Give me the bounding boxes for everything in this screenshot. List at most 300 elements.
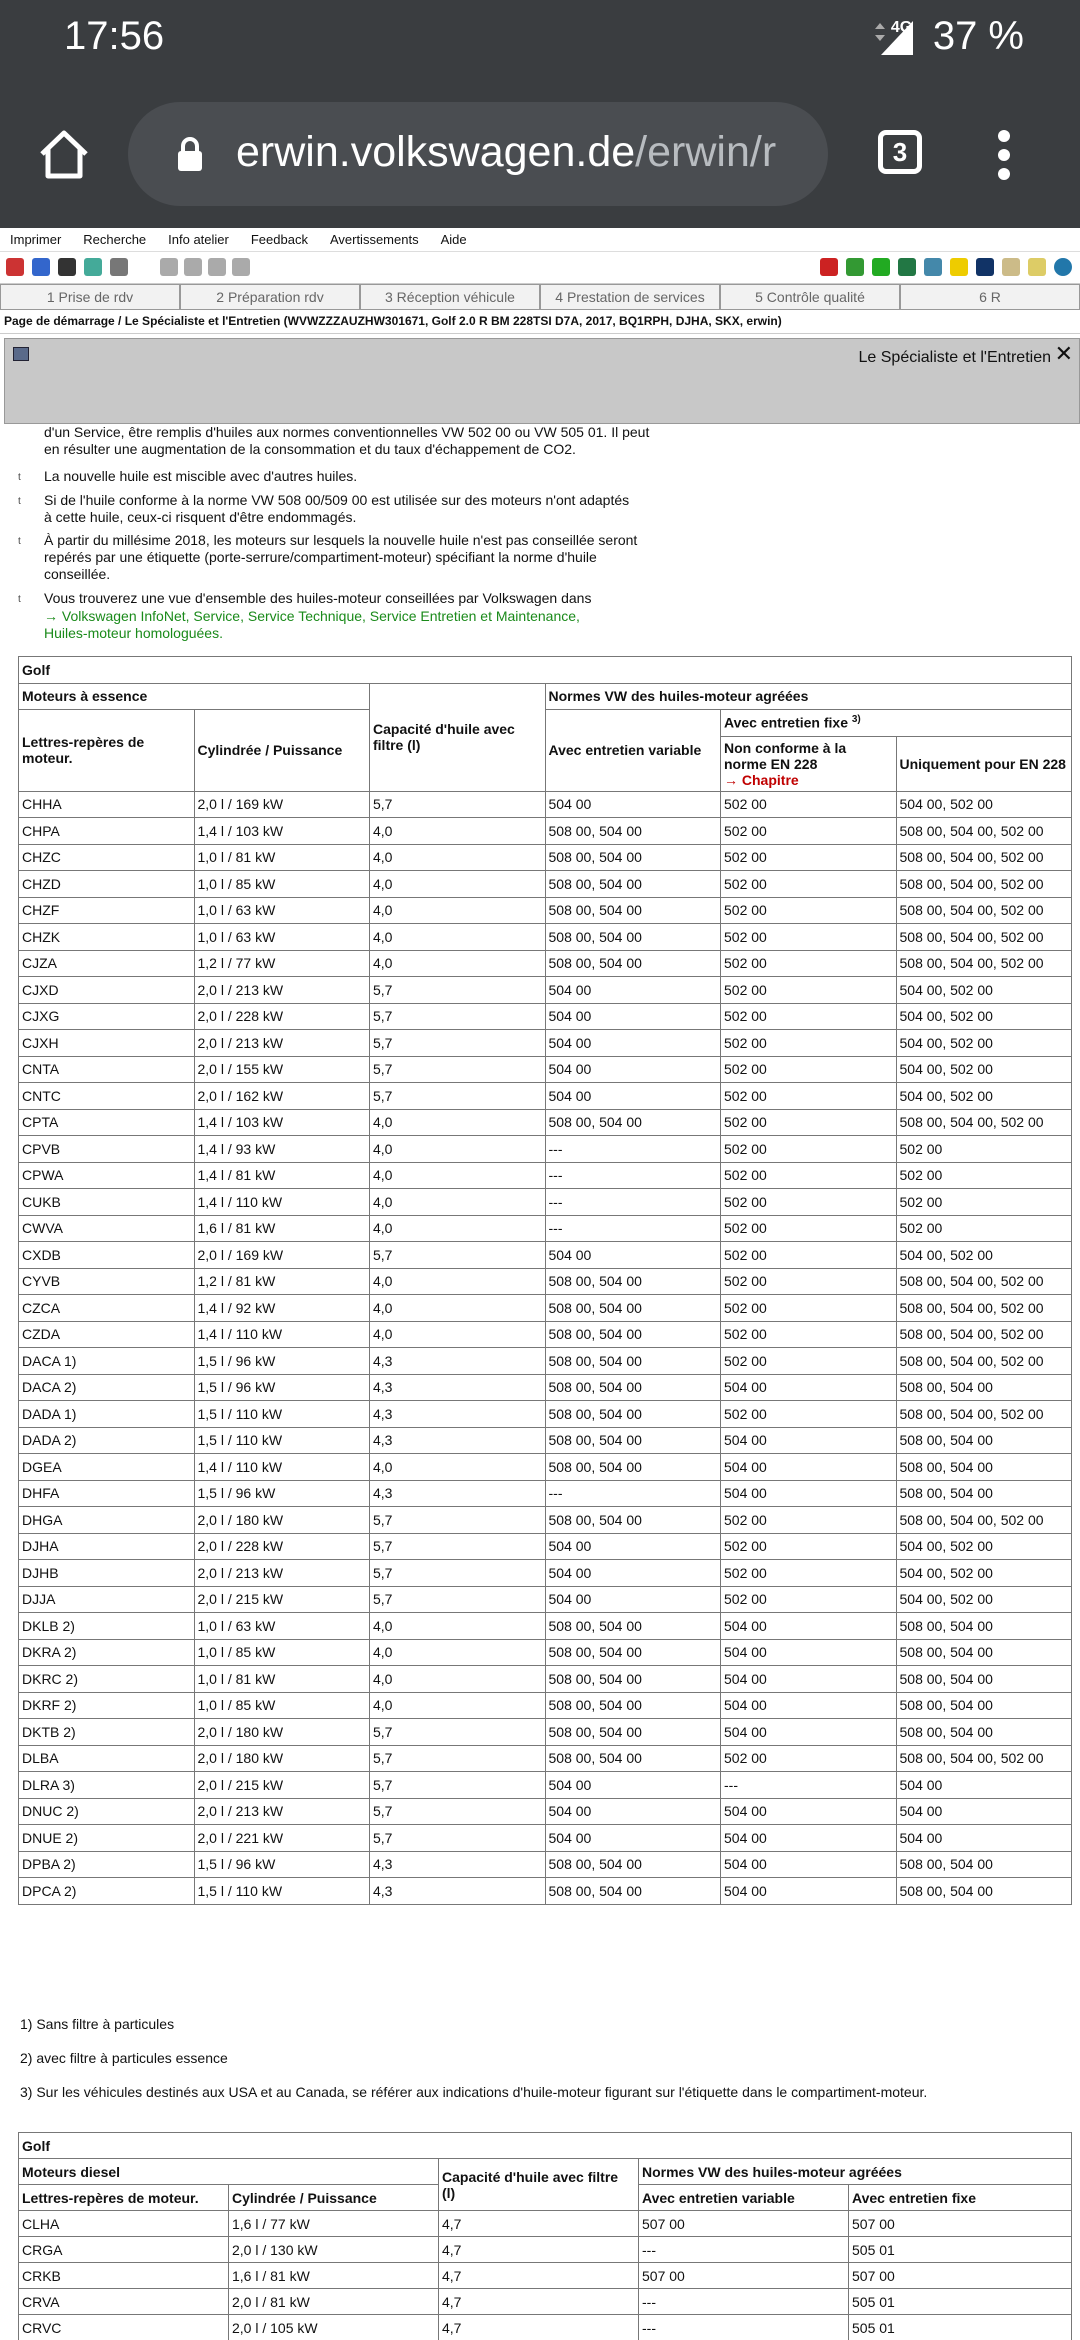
- table-cell: 1,6 l / 77 kW: [229, 2211, 439, 2237]
- table-cell: DJHA: [19, 1533, 195, 1560]
- table-cell: CHZF: [19, 897, 195, 924]
- table-cell: 1,4 l / 110 kW: [194, 1454, 370, 1481]
- step-service[interactable]: 4 Prestation de services: [540, 284, 720, 310]
- table-cell: 504 00, 502 00: [896, 1030, 1072, 1057]
- table-cell: 504 00: [545, 1003, 721, 1030]
- table-cell: 502 00: [896, 1136, 1072, 1163]
- table-row: [19, 1772, 1072, 1799]
- table-row: [19, 1189, 1072, 1216]
- table-cell: 508 00, 504 00, 502 00: [896, 924, 1072, 951]
- table-cell: 507 00: [849, 2211, 1072, 2237]
- table-cell: 508 00, 504 00: [545, 1719, 721, 1746]
- step-quality-control[interactable]: 5 Contrôle qualité: [720, 284, 900, 310]
- table-cell: 504 00: [721, 1454, 897, 1481]
- table-cell: 502 00: [721, 1136, 897, 1163]
- table-cell: 508 00, 504 00: [896, 1480, 1072, 1507]
- first-page-icon[interactable]: [160, 258, 178, 276]
- table-cell: 504 00, 502 00: [896, 1560, 1072, 1587]
- diesel-oil-table: [18, 2132, 1072, 2340]
- table-cell: 502 00: [721, 818, 897, 845]
- table-row: [19, 2315, 1072, 2340]
- group-header: Moteurs à essence: [19, 683, 370, 710]
- intro-paragraph-4: Vous trouverez une vue d'ensemble des huiles-moteur conseillées par Volkswagen dans: [44, 590, 592, 606]
- table-cell: 502 00: [721, 1560, 897, 1587]
- table-cell: 504 00, 502 00: [896, 1083, 1072, 1110]
- table-cell: 1,5 l / 96 kW: [194, 1851, 370, 1878]
- table-row: [19, 1109, 1072, 1136]
- table-cell: CJXH: [19, 1030, 195, 1057]
- document-icon: [13, 347, 29, 361]
- table-cell: DNUC 2): [19, 1798, 195, 1825]
- notes-icon[interactable]: [1002, 258, 1020, 276]
- table-cell: 502 00: [896, 1215, 1072, 1242]
- table-row: [19, 1401, 1072, 1428]
- table-cell: DGEA: [19, 1454, 195, 1481]
- process-steps: [0, 284, 1080, 310]
- prev-page-icon[interactable]: [184, 258, 202, 276]
- table-row: [19, 791, 1072, 818]
- table-cell: CHPA: [19, 818, 195, 845]
- table-cell: DPBA 2): [19, 1851, 195, 1878]
- table-cell: 502 00: [721, 1533, 897, 1560]
- oil-link[interactable]: → Volkswagen InfoNet, Service, Service Technique, Service Entretien et Maintenance, Huiles-moteur homologuées.: [44, 608, 580, 641]
- close-session-icon[interactable]: [6, 258, 24, 276]
- table-cell: 2,0 l / 213 kW: [194, 1030, 370, 1057]
- intro-paragraph-2: Si de l'huile conforme à la norme VW 508 00/509 00 est utilisée sur des moteurs n'ont adaptés à cette huile, ceux-ci risquent d'être endommagés.: [44, 492, 630, 525]
- table-cell: 4,0: [370, 1268, 546, 1295]
- table-cell: 1,0 l / 85 kW: [194, 1692, 370, 1719]
- table-cell: 4,0: [370, 924, 546, 951]
- table-row: [19, 2237, 1072, 2263]
- table-cell: 502 00: [721, 1321, 897, 1348]
- table-cell: 1,4 l / 103 kW: [194, 818, 370, 845]
- toolbar: [0, 252, 1080, 284]
- table-cell: 4,7: [439, 2211, 639, 2237]
- table-cell: 2,0 l / 81 kW: [229, 2289, 439, 2315]
- table-cell: 508 00, 504 00, 502 00: [896, 897, 1072, 924]
- table-cell: 507 00: [639, 2263, 849, 2289]
- table-cell: CRVA: [19, 2289, 229, 2315]
- table-cell: 2,0 l / 169 kW: [194, 791, 370, 818]
- table-cell: 502 00: [721, 1507, 897, 1534]
- capacity-header: Capacité d'huile avec filtre (l): [439, 2159, 639, 2211]
- network-type: 4G: [890, 18, 913, 36]
- table-row: [19, 1480, 1072, 1507]
- fixed-service-label: Avec entretien fixe: [724, 715, 848, 732]
- tools-icon[interactable]: [58, 258, 76, 276]
- table-cell: 508 00, 504 00, 502 00: [896, 950, 1072, 977]
- footnote-2: 2) avec filtre à particules essence: [20, 2050, 228, 2066]
- table-cell: 502 00: [721, 1295, 897, 1322]
- petrol-oil-table: [18, 656, 1072, 1905]
- table-row: [19, 1825, 1072, 1852]
- table-cell: 504 00, 502 00: [896, 1242, 1072, 1269]
- chapter-link[interactable]: → Chapitre: [724, 771, 799, 788]
- table-row: [19, 1268, 1072, 1295]
- table-cell: CHHA: [19, 791, 195, 818]
- table-cell: ---: [545, 1162, 721, 1189]
- step-reception[interactable]: 3 Réception véhicule: [360, 284, 540, 310]
- table-cell: 4,0: [370, 818, 546, 845]
- table-cell: 2,0 l / 180 kW: [194, 1719, 370, 1746]
- table-cell: DKRC 2): [19, 1666, 195, 1693]
- table-cell: 502 00: [721, 977, 897, 1004]
- table-row: [19, 1639, 1072, 1666]
- table-cell: 504 00: [721, 1666, 897, 1693]
- lock-icon: [176, 136, 204, 172]
- table-cell: 4,0: [370, 1162, 546, 1189]
- table-cell: 5,7: [370, 791, 546, 818]
- table-cell: 4,0: [370, 1295, 546, 1322]
- table-row: [19, 1242, 1072, 1269]
- table-cell: ---: [721, 1772, 897, 1799]
- table-row: [19, 1719, 1072, 1746]
- table-cell: 1,5 l / 96 kW: [194, 1348, 370, 1375]
- table-row: [19, 1613, 1072, 1640]
- petrol-table-body: [19, 791, 1072, 1904]
- table-cell: CJZA: [19, 950, 195, 977]
- table-row: [19, 1692, 1072, 1719]
- url-host: erwin.volkswagen.de: [236, 128, 636, 176]
- table-cell: 2,0 l / 169 kW: [194, 1242, 370, 1269]
- step-6[interactable]: 6 R: [900, 284, 1080, 310]
- document-panel-header: [4, 338, 1080, 424]
- table-cell: 504 00: [721, 1692, 897, 1719]
- table-row: [19, 818, 1072, 845]
- menu-search[interactable]: Recherche: [83, 232, 147, 247]
- table-cell: 508 00, 504 00: [896, 1692, 1072, 1719]
- table-cell: 4,0: [370, 1639, 546, 1666]
- table-row: [19, 2289, 1072, 2315]
- table-cell: 504 00: [721, 1639, 897, 1666]
- menu-workshop-info[interactable]: Info atelier: [168, 232, 229, 247]
- table-cell: CJXD: [19, 977, 195, 1004]
- table-cell: CYVB: [19, 1268, 195, 1295]
- table-cell: 504 00: [545, 1586, 721, 1613]
- table-cell: 508 00, 504 00: [545, 1878, 721, 1905]
- table-row: [19, 1321, 1072, 1348]
- table-cell: 508 00, 504 00: [545, 897, 721, 924]
- table-cell: 508 00, 504 00: [896, 1878, 1072, 1905]
- table-cell: 508 00, 504 00, 502 00: [896, 1348, 1072, 1375]
- table-cell: CWVA: [19, 1215, 195, 1242]
- table-cell: 507 00: [849, 2263, 1072, 2289]
- table-cell: DACA 2): [19, 1374, 195, 1401]
- table-cell: 1,5 l / 96 kW: [194, 1480, 370, 1507]
- table-cell: 508 00, 504 00: [545, 1507, 721, 1534]
- table-cell: 2,0 l / 130 kW: [229, 2237, 439, 2263]
- table-cell: 5,7: [370, 1003, 546, 1030]
- table-cell: 4,3: [370, 1878, 546, 1905]
- table-cell: 4,0: [370, 950, 546, 977]
- table-cell: 502 00: [721, 1401, 897, 1428]
- table-cell: 508 00, 504 00: [545, 1374, 721, 1401]
- footnote-1: 1) Sans filtre à particules: [20, 2016, 175, 2032]
- table-cell: 504 00, 502 00: [896, 1003, 1072, 1030]
- table-cell: 2,0 l / 215 kW: [194, 1586, 370, 1613]
- table-cell: CZCA: [19, 1295, 195, 1322]
- browser-toolbar: [0, 80, 1080, 228]
- table-cell: 504 00: [721, 1374, 897, 1401]
- table-cell: CRGA: [19, 2237, 229, 2263]
- table-cell: 2,0 l / 180 kW: [194, 1745, 370, 1772]
- table-cell: 502 00: [721, 791, 897, 818]
- table-cell: 508 00, 504 00: [545, 844, 721, 871]
- bullet-icon: t: [18, 472, 21, 483]
- table-cell: 4,0: [370, 1109, 546, 1136]
- table-cell: DHFA: [19, 1480, 195, 1507]
- more-menu-icon[interactable]: [998, 130, 1010, 180]
- table-cell: ---: [639, 2237, 849, 2263]
- tab-switcher-button[interactable]: 3: [878, 130, 922, 174]
- table-cell: 504 00, 502 00: [896, 1586, 1072, 1613]
- table-cell: 508 00, 504 00: [896, 1851, 1072, 1878]
- table-cell: 2,0 l / 180 kW: [194, 1507, 370, 1534]
- table-cell: 504 00, 502 00: [896, 791, 1072, 818]
- table-cell: CPWA: [19, 1162, 195, 1189]
- table-cell: DKLB 2): [19, 1613, 195, 1640]
- table-cell: 1,0 l / 63 kW: [194, 897, 370, 924]
- table-cell: CUKB: [19, 1189, 195, 1216]
- address-bar[interactable]: [128, 102, 828, 206]
- table-cell: 504 00: [896, 1825, 1072, 1852]
- table-cell: 508 00, 504 00: [545, 1321, 721, 1348]
- table-cell: 504 00: [545, 1242, 721, 1269]
- table-cell: 4,7: [439, 2237, 639, 2263]
- table-row: [19, 1083, 1072, 1110]
- table-cell: 508 00, 504 00: [545, 1692, 721, 1719]
- table-cell: 1,0 l / 63 kW: [194, 924, 370, 951]
- table-cell: 502 00: [721, 844, 897, 871]
- table-cell: 508 00, 504 00: [545, 1348, 721, 1375]
- group-header: Moteurs diesel: [19, 2159, 439, 2185]
- table-cell: 4,3: [370, 1401, 546, 1428]
- table-cell: 508 00, 504 00: [896, 1427, 1072, 1454]
- table-cell: 508 00, 504 00: [545, 1268, 721, 1295]
- table-cell: 502 00: [721, 1242, 897, 1269]
- table-cell: 1,4 l / 93 kW: [194, 1136, 370, 1163]
- table-cell: DKRF 2): [19, 1692, 195, 1719]
- table-cell: 508 00, 504 00, 502 00: [896, 1321, 1072, 1348]
- table-cell: 508 00, 504 00, 502 00: [896, 818, 1072, 845]
- table-cell: 1,0 l / 85 kW: [194, 871, 370, 898]
- non-en228-label: Non conforme à la norme EN 228: [724, 739, 847, 772]
- book-green-icon[interactable]: [872, 258, 890, 276]
- table-cell: 2,0 l / 215 kW: [194, 1772, 370, 1799]
- table-cell: 1,4 l / 110 kW: [194, 1189, 370, 1216]
- table-cell: 4,0: [370, 1692, 546, 1719]
- table-cell: 2,0 l / 155 kW: [194, 1056, 370, 1083]
- close-icon[interactable]: ✕: [1054, 341, 1073, 366]
- document-icon[interactable]: [976, 258, 994, 276]
- table-row: [19, 897, 1072, 924]
- table-cell: 502 00: [721, 924, 897, 951]
- table-cell: 502 00: [896, 1162, 1072, 1189]
- table-row: [19, 1533, 1072, 1560]
- table-cell: 2,0 l / 221 kW: [194, 1825, 370, 1852]
- table-cell: 504 00, 502 00: [896, 977, 1072, 1004]
- table-row: [19, 1348, 1072, 1375]
- table-cell: 1,6 l / 81 kW: [229, 2263, 439, 2289]
- printer-icon[interactable]: [110, 258, 128, 276]
- menu-help[interactable]: Aide: [440, 232, 467, 247]
- table-cell: 504 00: [545, 1825, 721, 1852]
- table-cell: 4,3: [370, 1374, 546, 1401]
- table-cell: 4,7: [439, 2315, 639, 2340]
- intro-paragraph-1: La nouvelle huile est miscible avec d'autres huiles.: [44, 468, 358, 484]
- table-cell: 1,5 l / 96 kW: [194, 1374, 370, 1401]
- table-cell: 2,0 l / 228 kW: [194, 1533, 370, 1560]
- table-cell: 508 00, 504 00, 502 00: [896, 1295, 1072, 1322]
- bullet-icon: t: [18, 496, 21, 507]
- table-cell: 502 00: [721, 897, 897, 924]
- fixed-service-header: Avec entretien fixe: [849, 2185, 1072, 2211]
- home-icon[interactable]: [34, 124, 94, 184]
- table-cell: 508 00, 504 00: [545, 1639, 721, 1666]
- last-page-icon[interactable]: [232, 258, 250, 276]
- table-row: [19, 1374, 1072, 1401]
- table-cell: 504 00: [721, 1719, 897, 1746]
- table-cell: 5,7: [370, 1586, 546, 1613]
- book-icon[interactable]: [820, 258, 838, 276]
- table-cell: 504 00: [721, 1480, 897, 1507]
- table-cell: ---: [545, 1480, 721, 1507]
- table-cell: 504 00: [545, 791, 721, 818]
- table-cell: 502 00: [721, 1745, 897, 1772]
- table-cell: CHZC: [19, 844, 195, 871]
- table-row: [19, 2263, 1072, 2289]
- code-header: Lettres-repères de moteur.: [19, 710, 195, 792]
- table-cell: 502 00: [721, 1083, 897, 1110]
- table-cell: 4,7: [439, 2263, 639, 2289]
- table-cell: 1,4 l / 92 kW: [194, 1295, 370, 1322]
- table-row: [19, 1454, 1072, 1481]
- fixed-service-header: Avec entretien fixe $^{3)}$: [721, 710, 1072, 737]
- norms-header: Normes VW des huiles-moteur agréées: [639, 2159, 1072, 2185]
- car-icon[interactable]: [898, 258, 916, 276]
- step-appointment[interactable]: 1 Prise de rdv: [0, 284, 180, 310]
- table-cell: CRVC: [19, 2315, 229, 2340]
- table-cell: 2,0 l / 162 kW: [194, 1083, 370, 1110]
- table-cell: 502 00: [721, 1030, 897, 1057]
- status-time: 17:56: [64, 14, 165, 58]
- table-cell: ---: [545, 1136, 721, 1163]
- table-cell: ---: [639, 2289, 849, 2315]
- table-cell: 504 00: [545, 1056, 721, 1083]
- table-cell: 508 00, 504 00: [545, 1295, 721, 1322]
- table-cell: 4,3: [370, 1427, 546, 1454]
- table-cell: CRKB: [19, 2263, 229, 2289]
- table-cell: 508 00, 504 00: [545, 1613, 721, 1640]
- table-cell: 508 00, 504 00: [896, 1666, 1072, 1693]
- table-cell: 504 00: [545, 1772, 721, 1799]
- table-row: [19, 1295, 1072, 1322]
- table-cell: 4,0: [370, 1136, 546, 1163]
- table-cell: 502 00: [721, 950, 897, 977]
- table-cell: 1,6 l / 81 kW: [194, 1215, 370, 1242]
- en228-only-header: Uniquement pour EN 228: [896, 736, 1072, 791]
- table-cell: 508 00, 504 00, 502 00: [896, 1507, 1072, 1534]
- table-cell: 502 00: [721, 1268, 897, 1295]
- table-row: [19, 1003, 1072, 1030]
- table-title: Golf: [19, 657, 1072, 684]
- menu-feedback[interactable]: Feedback: [250, 232, 308, 247]
- table-cell: 504 00, 502 00: [896, 1056, 1072, 1083]
- table-cell: 504 00: [545, 1533, 721, 1560]
- table-row: [19, 1427, 1072, 1454]
- table-row: [19, 2211, 1072, 2237]
- table-cell: CPTA: [19, 1109, 195, 1136]
- menu-warnings[interactable]: Avertissements: [329, 232, 419, 247]
- table-row: [19, 1215, 1072, 1242]
- step-preparation[interactable]: 2 Préparation rdv: [180, 284, 360, 310]
- table-cell: 508 00, 504 00: [545, 1745, 721, 1772]
- key-icon[interactable]: [1028, 258, 1046, 276]
- table-cell: 508 00, 504 00: [896, 1613, 1072, 1640]
- next-page-icon[interactable]: [208, 258, 226, 276]
- table-cell: 1,0 l / 81 kW: [194, 844, 370, 871]
- bullet-icon: t: [18, 536, 21, 547]
- table-row: [19, 1586, 1072, 1613]
- table-cell: CLHA: [19, 2211, 229, 2237]
- table-cell: 504 00: [721, 1878, 897, 1905]
- table-row: [19, 1878, 1072, 1905]
- table-cell: 4,0: [370, 844, 546, 871]
- table-cell: DADA 2): [19, 1427, 195, 1454]
- magnifier-icon[interactable]: [84, 258, 102, 276]
- signal-icon: [873, 17, 917, 57]
- table-cell: ---: [639, 2315, 849, 2340]
- table-cell: 5,7: [370, 1825, 546, 1852]
- table-row: [19, 1056, 1072, 1083]
- table-cell: 4,0: [370, 1321, 546, 1348]
- diagnostics-icon[interactable]: [924, 258, 942, 276]
- table-cell: 4,7: [439, 2289, 639, 2315]
- table-cell: DJJA: [19, 1586, 195, 1613]
- table-cell: 5,7: [370, 1242, 546, 1269]
- breadcrumb: Page de démarrage / Le Spécialiste et l'Entretien (WVWZZZAUZHW301671, Golf 2.0 R BM 228TSI D7A, 2017, BQ1RPH, DJHA, SKX, erwin): [0, 310, 1080, 334]
- menu-print[interactable]: Imprimer: [10, 232, 62, 247]
- table-cell: 2,0 l / 213 kW: [194, 1560, 370, 1587]
- table-cell: 502 00: [721, 1348, 897, 1375]
- table-cell: 5,7: [370, 1560, 546, 1587]
- warning-icon[interactable]: [950, 258, 968, 276]
- table-cell: 1,4 l / 110 kW: [194, 1321, 370, 1348]
- app-menu: [0, 228, 1080, 252]
- bullet-icon: t: [18, 594, 21, 605]
- table-cell: 2,0 l / 213 kW: [194, 1798, 370, 1825]
- non-en228-header: [721, 736, 897, 791]
- table-cell: 1,2 l / 77 kW: [194, 950, 370, 977]
- table-row: [19, 950, 1072, 977]
- swap-icon[interactable]: [32, 258, 50, 276]
- table-cell: ---: [545, 1189, 721, 1216]
- table-cell: 508 00, 504 00: [896, 1454, 1072, 1481]
- table-cell: 5,7: [370, 1719, 546, 1746]
- table-cell: 4,0: [370, 897, 546, 924]
- globe-icon[interactable]: [1054, 258, 1072, 276]
- table-row: [19, 924, 1072, 951]
- document-content: [0, 424, 1080, 2340]
- table-cell: 5,7: [370, 1083, 546, 1110]
- table-cell: 504 00: [896, 1772, 1072, 1799]
- table-cell: 508 00, 504 00: [896, 1719, 1072, 1746]
- vehicle-icon[interactable]: [846, 258, 864, 276]
- table-cell: 508 00, 504 00, 502 00: [896, 1745, 1072, 1772]
- table-cell: 508 00, 504 00, 502 00: [896, 1268, 1072, 1295]
- table-cell: CHZD: [19, 871, 195, 898]
- table-cell: 504 00: [721, 1427, 897, 1454]
